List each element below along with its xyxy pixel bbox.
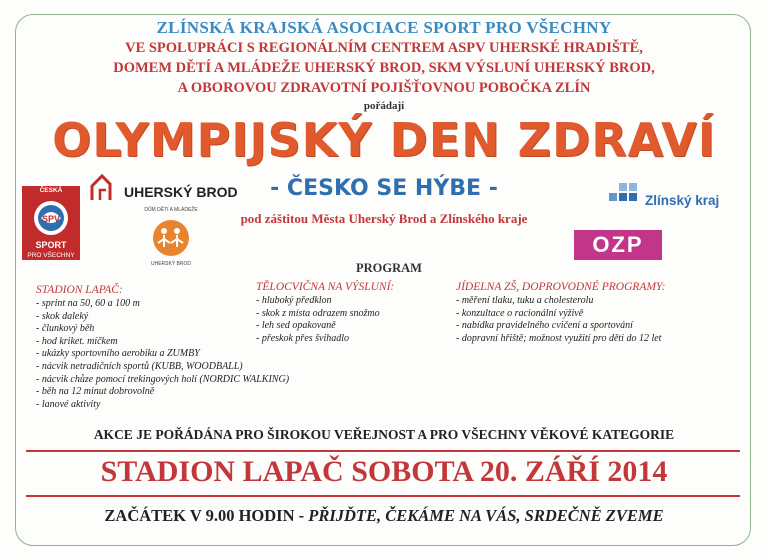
list-item: - leh sed opakovaně: [256, 320, 336, 332]
header-organizer: ZLÍNSKÁ KRAJSKÁ ASOCIACE SPORT PRO VŠECHNY: [156, 18, 612, 37]
program-column-heading: JÍDELNA ZŠ, DOPROVODNÉ PROGRAMY:: [456, 281, 666, 293]
event-subtitle: - ČESKO SE HÝBE -: [270, 176, 498, 201]
start-time-text: ZAČÁTEK V 9.00 HODIN -: [104, 506, 305, 525]
list-item: - měření tlaku, tuku a cholesterolu: [456, 295, 594, 306]
divider-top: [26, 450, 740, 452]
list-item: - přeskok přes švihadlo: [256, 332, 350, 344]
list-item: - dopravní hřiště; možnost využití pro děti do 12 let: [456, 332, 662, 344]
uhersky-brod-emblem-icon: [88, 170, 122, 204]
program-column-stadion: [36, 284, 289, 411]
ddm-logo: [140, 207, 202, 269]
list-item: - člunkový běh: [36, 323, 95, 335]
list-item: - skok daleký: [36, 310, 89, 322]
list-item: - nácvik chůze pomocí trekingových holí (NORDIC WALKING): [36, 373, 290, 385]
audience-notice: AKCE JE POŘÁDÁNA PRO ŠIROKOU VEŘEJNOST A PRO VŠECHNY VĚKOVÉ KATEGORIE: [93, 427, 675, 442]
program-column-heading: TĚLOCVIČNA NA VÝSLUNÍ:: [256, 281, 395, 293]
list-item: - konzultace o racionální výživě: [456, 307, 584, 319]
ddm-ring-top-text: DŮM DĚTÍ A MLÁDEŽE: [144, 207, 198, 213]
invitation-text: PŘIJĎTE, ČEKÁME NA VÁS, SRDEČNĚ ZVEME: [308, 506, 664, 525]
program-heading: PROGRAM: [356, 261, 422, 275]
zlinsky-kraj-text: Zlínský kraj: [645, 193, 720, 208]
zlinsky-kraj-squares-icon: [603, 183, 641, 211]
list-item: - hluboký předklon: [256, 295, 332, 306]
header-line-3: DOMEM DĚTÍ A MLÁDEŽE UHERSKÝ BROD, SKM VÝSLUNÍ UHERSKÝ BROD,: [113, 60, 655, 76]
start-time-line: [0, 506, 768, 526]
list-item: - běh na 12 minut dobrovolně: [36, 386, 155, 398]
list-item: - hod kriket. míčkem: [36, 335, 118, 347]
svg-text:SPV: SPV: [41, 214, 61, 224]
aspv-emblem-icon: [22, 196, 80, 240]
aspv-logo: [22, 186, 80, 260]
list-item: - skok z místa odrazem snožmo: [256, 307, 380, 319]
program-column-heading: STADION LAPAČ:: [36, 284, 123, 296]
poradaji-label: pořádají: [363, 100, 405, 112]
list-item: - lanové aktivity: [36, 398, 101, 410]
divider-bottom: [26, 495, 740, 497]
list-item: - nácvik netradičních sportů (KUBB, WOODBALL): [36, 360, 243, 372]
ddm-ring-bottom-text: UHERSKÝ BROD: [150, 261, 191, 267]
aspv-logo-sport-text: SPORT: [22, 240, 80, 251]
uhersky-brod-text: UHERSKÝ BROD: [124, 184, 238, 200]
program-column-telocvicna: [256, 281, 394, 345]
list-item: - nabídka pravidelného cvičení a sportování: [456, 320, 633, 332]
header-line-2: VE SPOLUPRÁCI S REGIONÁLNÍM CENTREM ASPV UHERSKÉ HRADIŠTĚ,: [125, 40, 643, 56]
ozp-logo: OZP: [574, 230, 662, 260]
venue-date-banner: STADION LAPAČ SOBOTA 20. ZÁŘÍ 2014: [100, 455, 668, 488]
list-item: - sprint na 50, 60 a 100 m: [36, 298, 140, 309]
patronage-text: pod záštitou Města Uherský Brod a Zlínského kraje: [240, 211, 528, 226]
event-title: OLYMPIJSKÝ DEN ZDRAVÍ: [52, 113, 716, 167]
program-column-jidelna: [456, 281, 666, 345]
aspv-logo-bottom-text: PRO VŠECHNY: [22, 251, 80, 260]
header-line-4: A OBOROVOU ZDRAVOTNÍ POJIŠŤOVNOU POBOČKA ZLÍN: [177, 80, 591, 96]
ddm-emblem-icon: [140, 207, 202, 269]
aspv-logo-top-text: ČESKÁ: [22, 186, 80, 196]
list-item: - ukázky sportovního aerobiku a ZUMBY: [36, 348, 200, 360]
